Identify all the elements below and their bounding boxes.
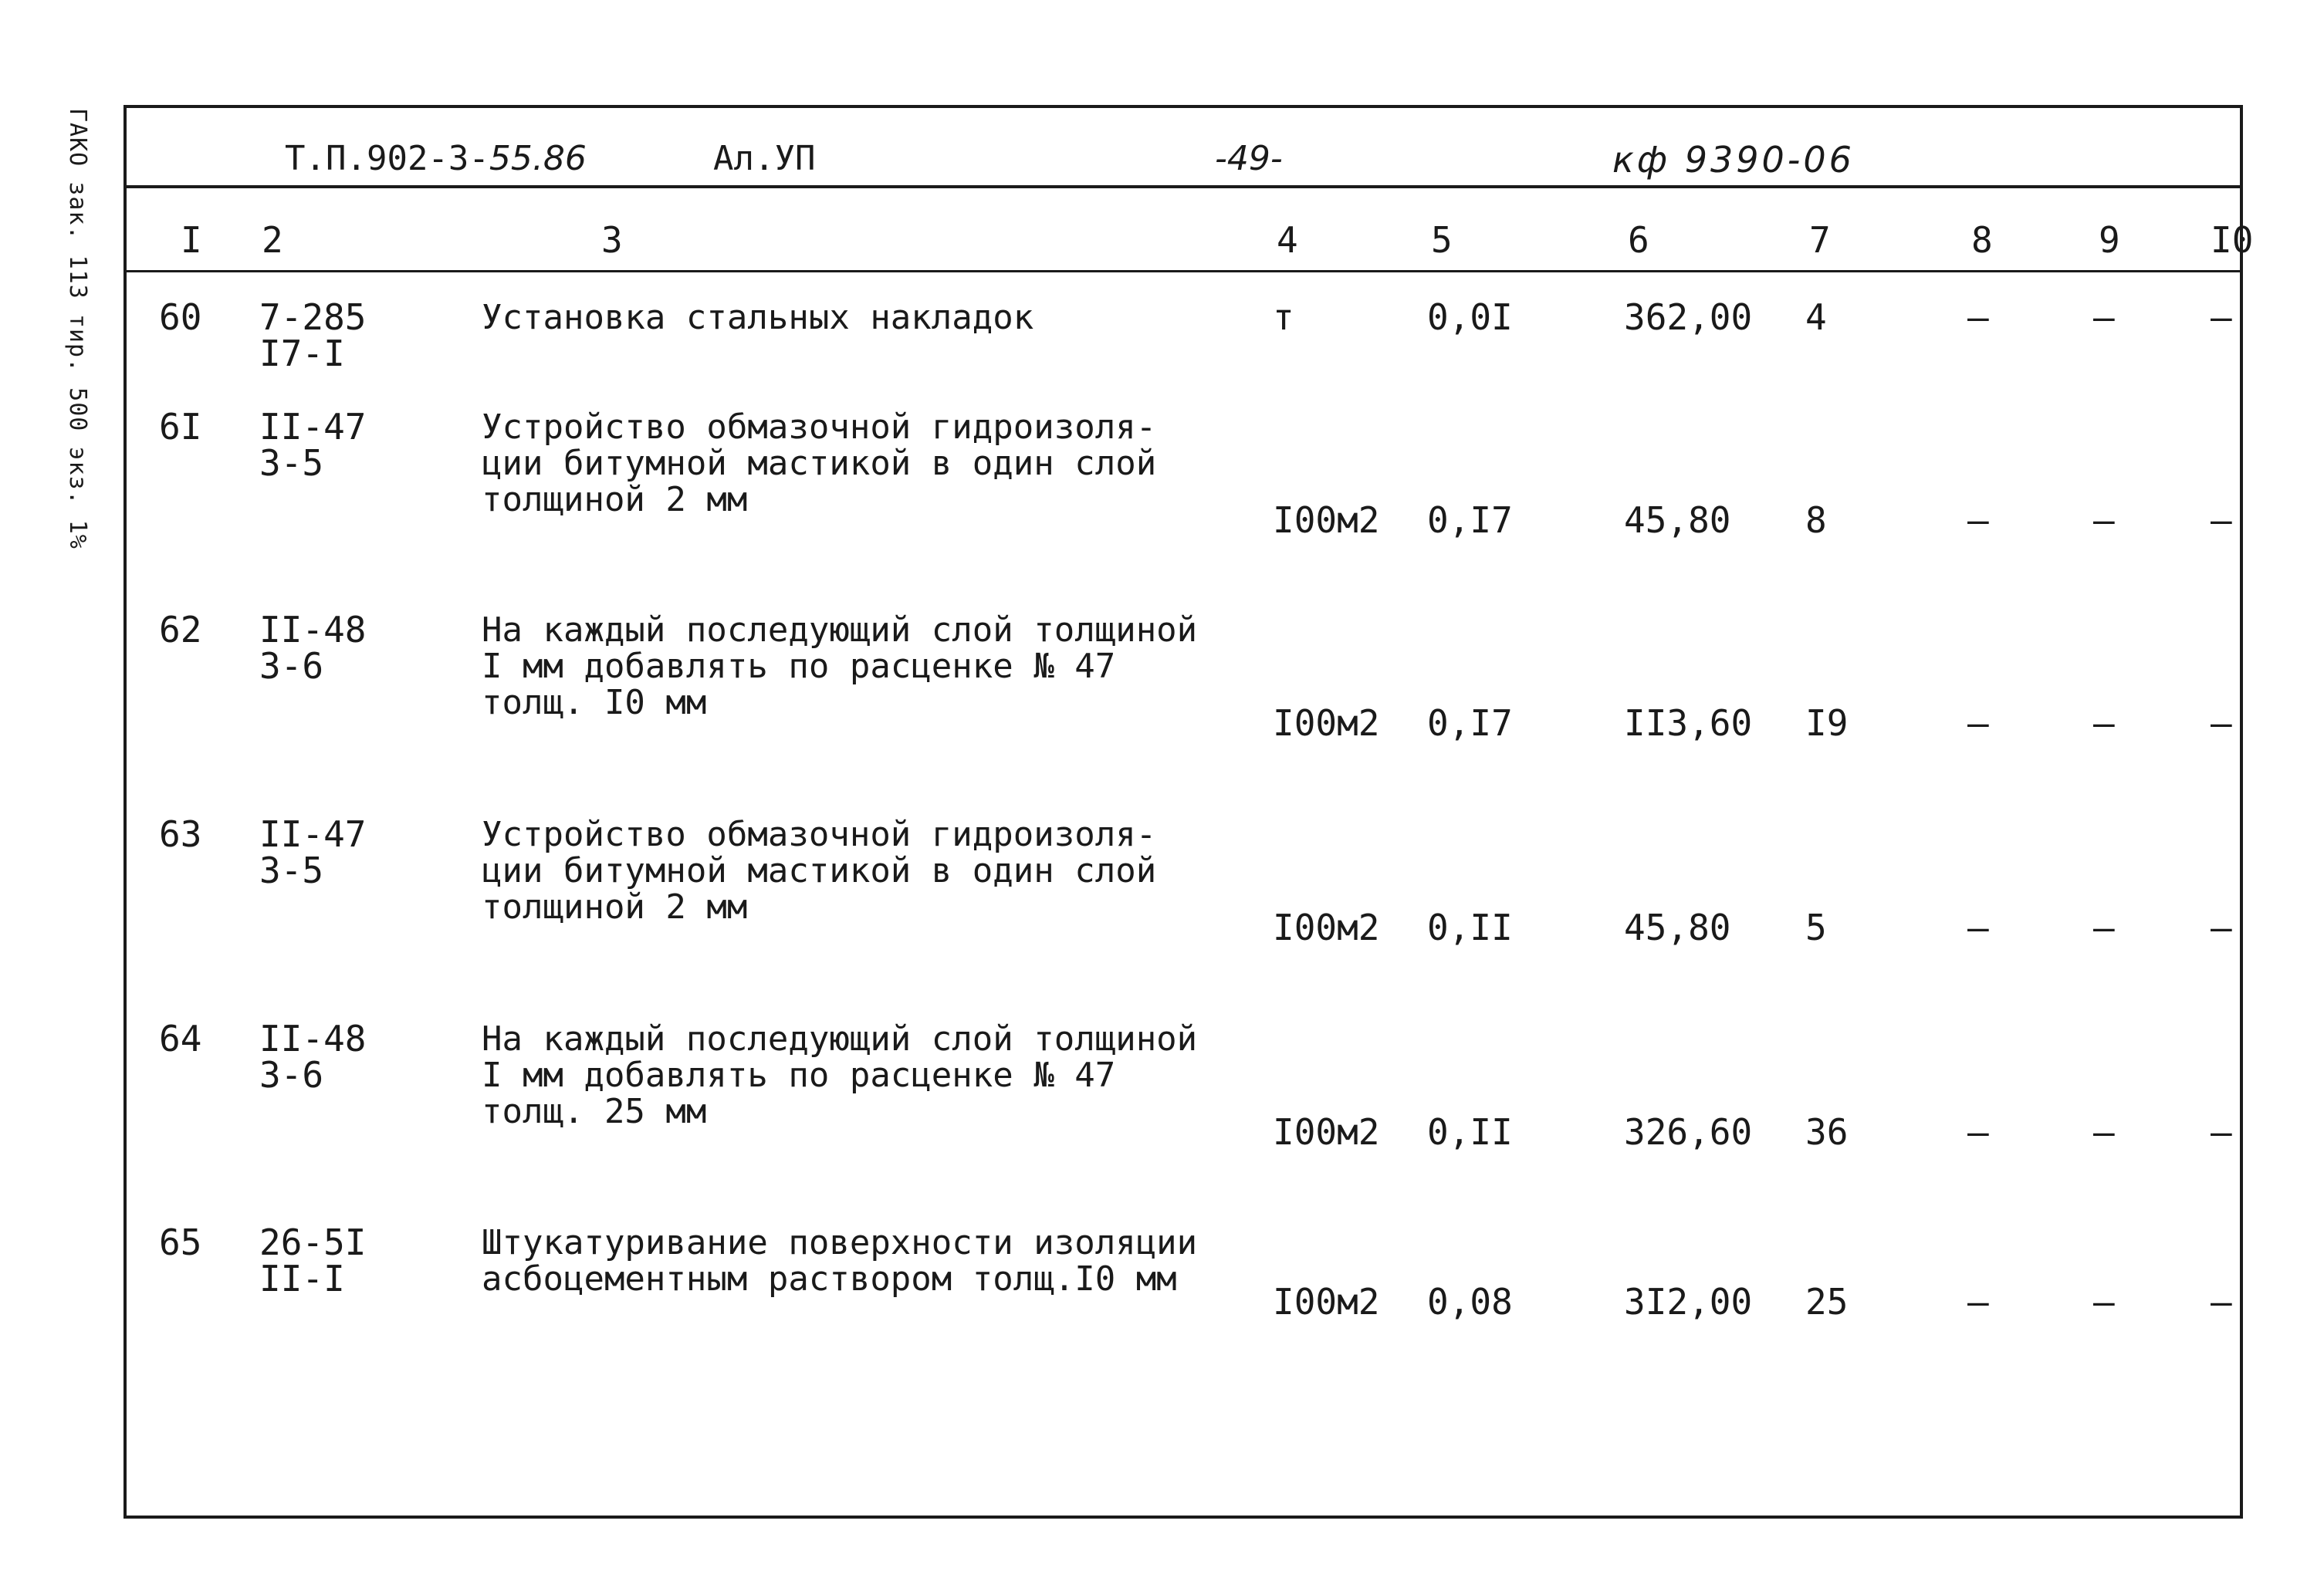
album-label: Ал.УП [713, 139, 816, 178]
work-description: ции битумной мастикой в один слой [482, 851, 1157, 890]
total-cost: 36 [1805, 1111, 1849, 1153]
quantity: 0,08 [1427, 1281, 1513, 1323]
row-number: 63 [159, 813, 202, 855]
rate-section: 3-6 [259, 645, 324, 687]
work-description: Штукатуривание поверхности изоляции [482, 1223, 1198, 1262]
row-number: 6I [159, 406, 202, 448]
header-divider [127, 185, 2240, 188]
quantity: 0,II [1427, 907, 1513, 948]
rate-section: 3-5 [259, 442, 324, 484]
rate-code: II-48 [259, 1018, 367, 1059]
document-frame [123, 105, 2254, 1519]
col9-value: – [2093, 1281, 2115, 1323]
work-description: толщиной 2 мм [482, 480, 748, 519]
row-number: 64 [159, 1018, 202, 1059]
work-description: толщ. I0 мм [482, 683, 707, 722]
rate-section: I7-I [259, 333, 345, 374]
col10-value: – [2211, 1111, 2232, 1153]
column-header-10: I0 [2211, 219, 2254, 261]
col8-value: – [1967, 702, 1989, 744]
col9-value: – [2093, 296, 2115, 338]
column-header-9: 9 [2099, 219, 2120, 261]
unit-price: 45,80 [1624, 907, 1731, 948]
doc-code-typed: Т.П.902-3- [285, 139, 489, 178]
row-number: 65 [159, 1222, 202, 1263]
work-description: Устройство обмазочной гидроизоля- [482, 815, 1157, 854]
col8-value: – [1967, 1111, 1989, 1153]
unit-price: 326,60 [1624, 1111, 1753, 1153]
column-header-7: 7 [1809, 219, 1831, 261]
doc-code-handwritten: 55.86 [489, 139, 587, 178]
rate-code: 7-285 [259, 296, 367, 338]
quantity: 0,I7 [1427, 702, 1513, 744]
unit: I00м2 [1273, 1111, 1380, 1153]
column-header-divider [127, 270, 2240, 272]
unit-price: 362,00 [1624, 296, 1753, 338]
rate-code: 26-5I [259, 1222, 367, 1263]
sheet-code: кф 9390-06 [1612, 139, 1855, 181]
unit: I00м2 [1273, 1281, 1380, 1323]
unit-price: 3I2,00 [1624, 1281, 1753, 1323]
col10-value: – [2211, 907, 2232, 948]
col8-value: – [1967, 1281, 1989, 1323]
total-cost: 4 [1805, 296, 1827, 338]
unit: т [1273, 296, 1294, 338]
column-header-3: 3 [601, 219, 623, 261]
row-number: 60 [159, 296, 202, 338]
col8-value: – [1967, 296, 1989, 338]
doc-code [285, 139, 587, 178]
col9-value: – [2093, 702, 2115, 744]
column-header-2: 2 [262, 219, 283, 261]
col10-value: – [2211, 296, 2232, 338]
rate-code: II-48 [259, 609, 367, 651]
quantity: 0,II [1427, 1111, 1513, 1153]
column-header-6: 6 [1628, 219, 1649, 261]
rate-code: II-47 [259, 813, 367, 855]
col10-value: – [2211, 499, 2232, 541]
quantity: 0,I7 [1427, 499, 1513, 541]
side-note: ГАКО зак. 113 тир. 500 экз. 1% [64, 108, 91, 549]
column-header-5: 5 [1431, 219, 1453, 261]
col10-value: – [2211, 702, 2232, 744]
unit: I00м2 [1273, 702, 1380, 744]
col9-value: – [2093, 499, 2115, 541]
unit-price: II3,60 [1624, 702, 1753, 744]
work-description: Устройство обмазочной гидроизоля- [482, 407, 1157, 447]
total-cost: 25 [1805, 1281, 1849, 1323]
col9-value: – [2093, 907, 2115, 948]
rate-section: 3-6 [259, 1054, 324, 1096]
col8-value: – [1967, 499, 1989, 541]
work-description: На каждый последующий слой толщиной [482, 1019, 1198, 1059]
rate-code: II-47 [259, 406, 367, 448]
unit: I00м2 [1273, 499, 1380, 541]
work-description: толщиной 2 мм [482, 887, 748, 927]
col9-value: – [2093, 1111, 2115, 1153]
col8-value: – [1967, 907, 1989, 948]
column-header-1: I [181, 219, 202, 261]
work-description: толщ. 25 мм [482, 1092, 707, 1131]
column-header-4: 4 [1277, 219, 1298, 261]
total-cost: I9 [1805, 702, 1849, 744]
row-number: 62 [159, 609, 202, 651]
rate-section: II-I [259, 1258, 345, 1299]
total-cost: 5 [1805, 907, 1827, 948]
rate-section: 3-5 [259, 850, 324, 891]
page-number: -49- [1215, 139, 1283, 178]
work-description: На каждый последующий слой толщиной [482, 610, 1198, 650]
work-description: I мм добавлять по расценке № 47 [482, 647, 1116, 686]
work-description: ции битумной мастикой в один слой [482, 444, 1157, 483]
work-description: I мм добавлять по расценке № 47 [482, 1056, 1116, 1095]
total-cost: 8 [1805, 499, 1827, 541]
column-header-8: 8 [1971, 219, 1993, 261]
unit: I00м2 [1273, 907, 1380, 948]
col10-value: – [2211, 1281, 2232, 1323]
quantity: 0,0I [1427, 296, 1513, 338]
work-description: Установка стальных накладок [482, 298, 1034, 337]
work-description: асбоцементным раствором толщ.I0 мм [482, 1259, 1177, 1299]
unit-price: 45,80 [1624, 499, 1731, 541]
